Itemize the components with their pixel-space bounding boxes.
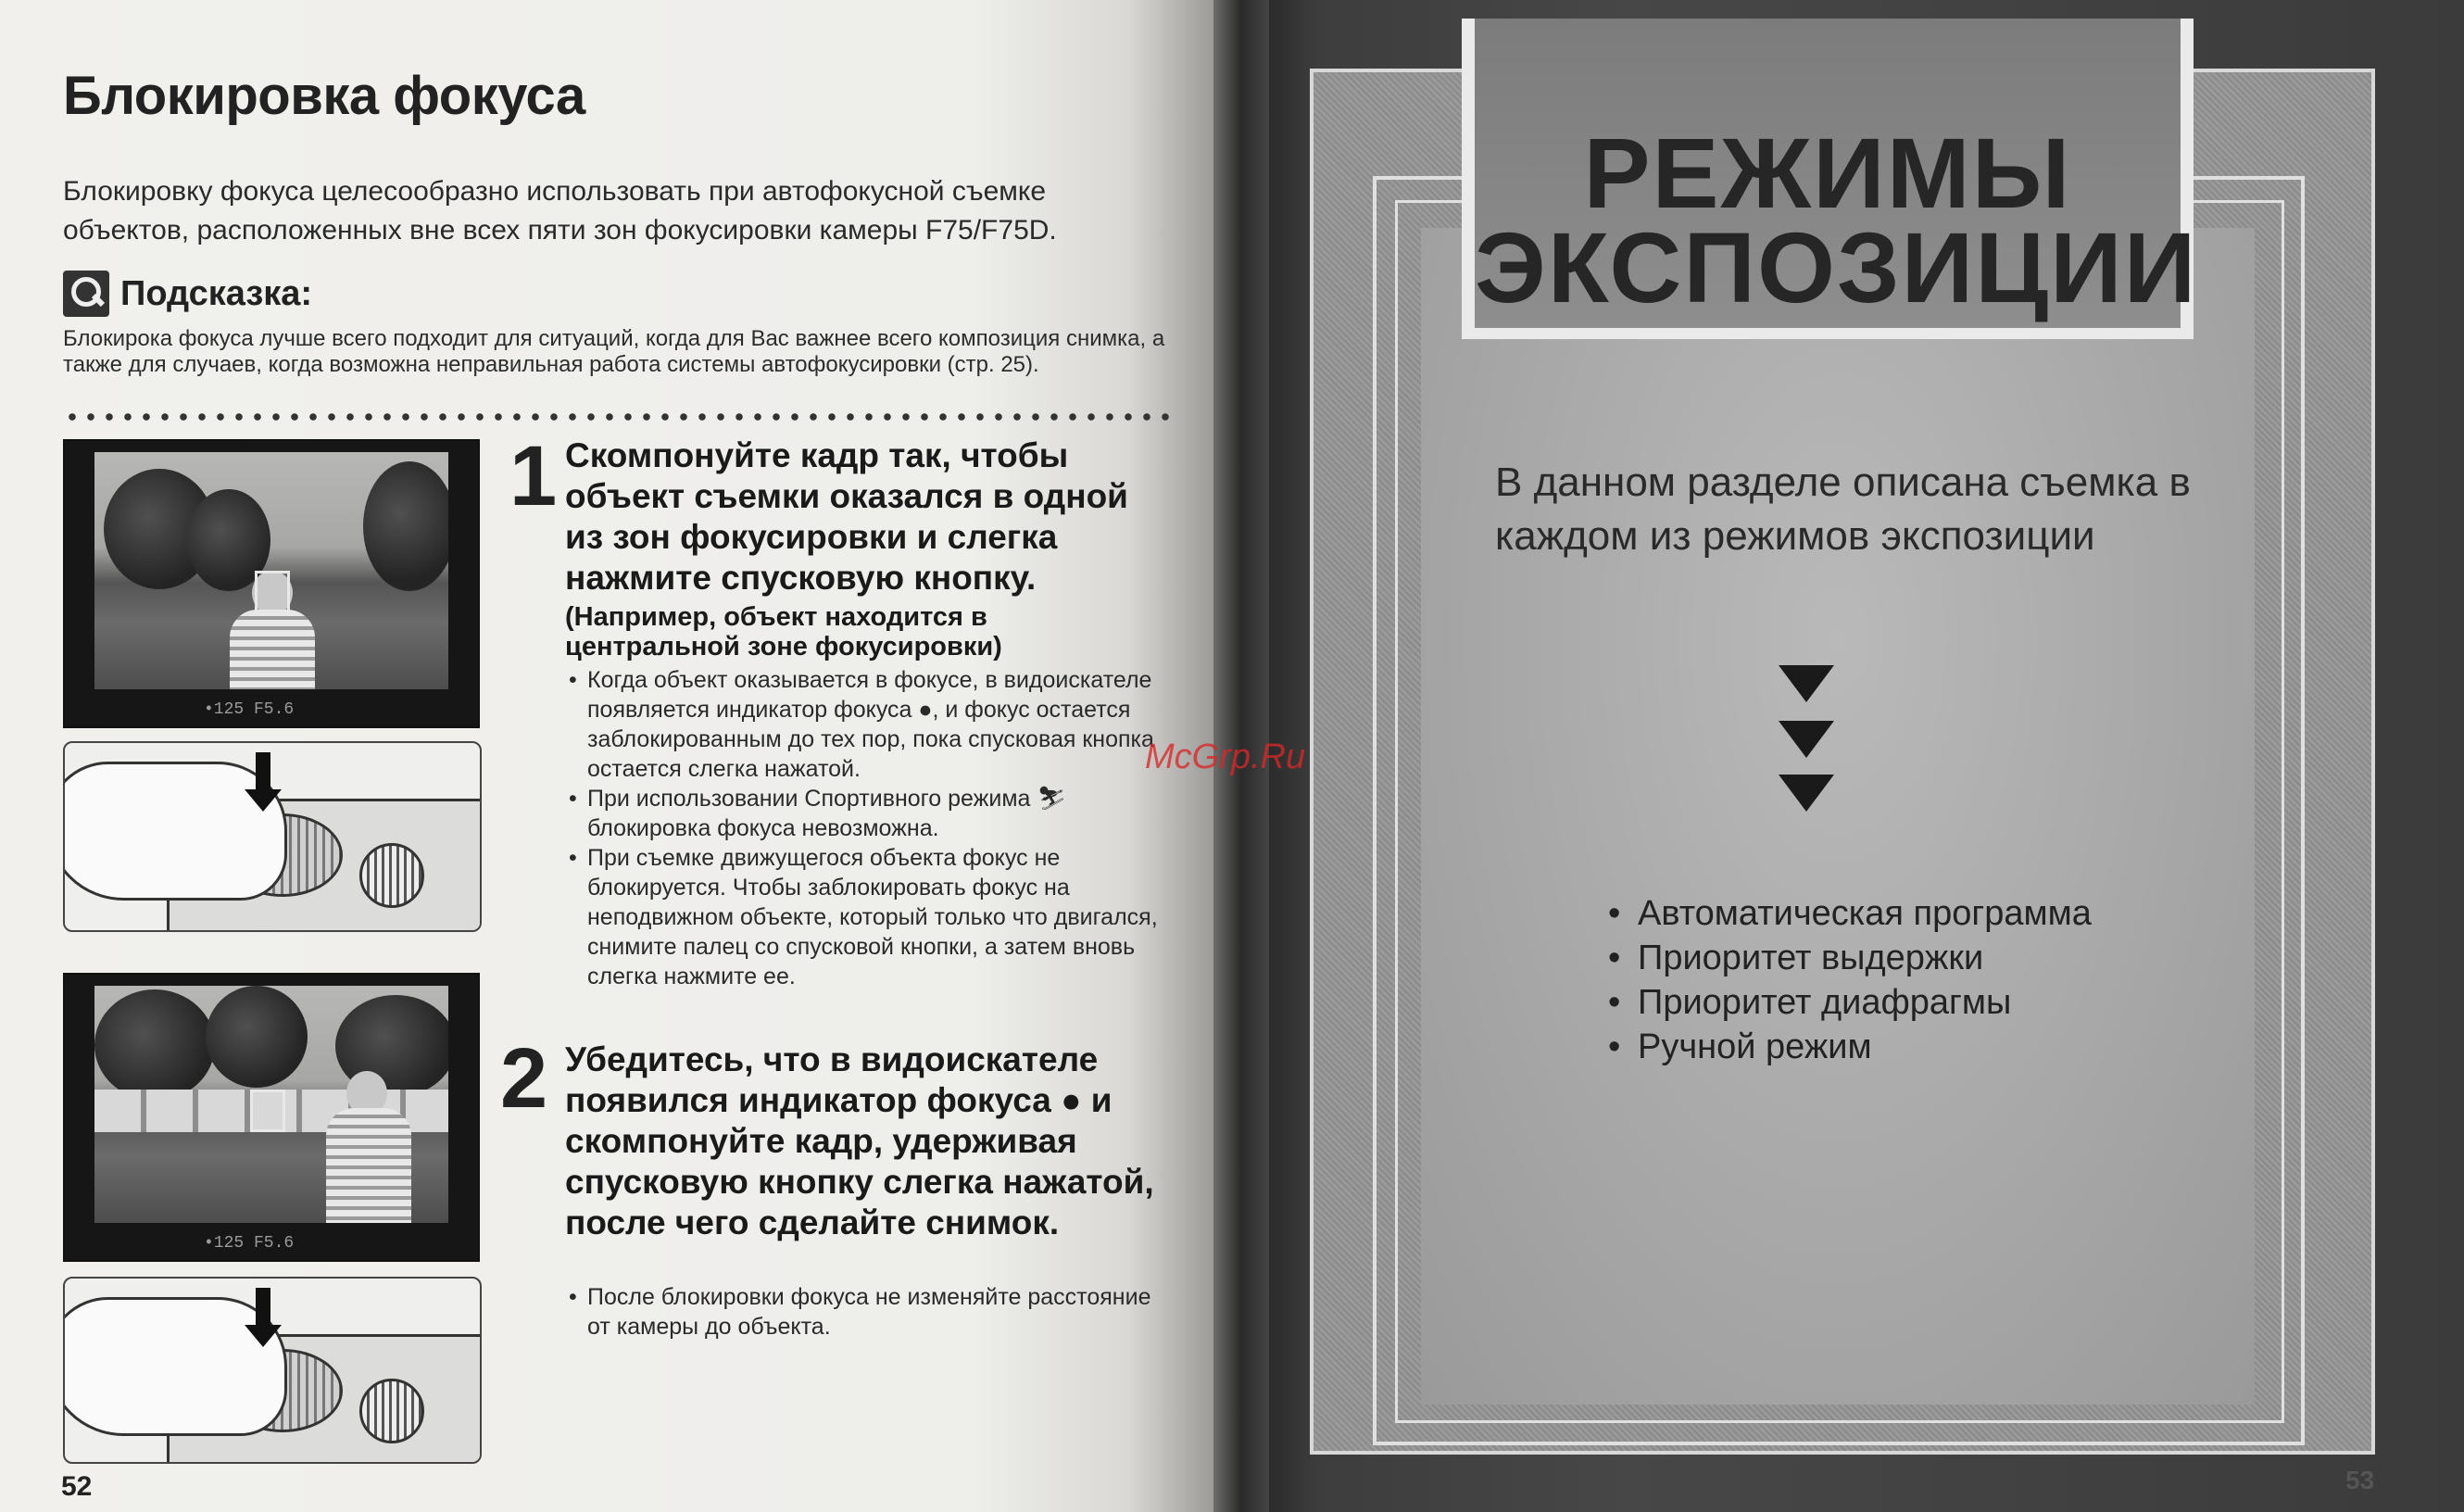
mode-dial <box>359 843 424 908</box>
viewfinder-readout: •125 F5.6 <box>204 1234 295 1253</box>
viewfinder-photo-2 <box>63 973 480 1262</box>
mode-item: • Ручной режим <box>1604 1025 2092 1069</box>
mode-item: • Автоматическая программа <box>1604 891 2092 936</box>
tree-shape <box>363 461 448 591</box>
viewfinder-readout: •125 F5.6 <box>204 700 295 719</box>
press-arrow-icon <box>256 1288 270 1329</box>
hint-heading <box>63 271 1184 317</box>
step-bullet-list <box>567 665 1160 991</box>
page-number: 52 <box>61 1471 93 1502</box>
step-number: 2 <box>500 1031 548 1126</box>
hint-text: Блокирока фокуса лучше всего подходит для ситуаций, когда для Вас важнее всего композиция снимка, а также для случаев, когда возможна неправильная работа системы автофокусировки (стр. 25). <box>63 326 1165 377</box>
bullet-item: • При съемке движущегося объекта фокус не блокируется. Чтобы заблокировать фокус на неподвижном объекте, который только что двигался, снимите палец со спусковой кнопки, а затем вновь слегка нажмите ее. <box>567 843 1160 991</box>
hint-label: Подсказка: <box>120 273 313 313</box>
magnifier-icon <box>63 271 109 317</box>
bullet-item: • После блокировки фокуса не изменяйте расстояние от камеры до объекта. <box>567 1282 1160 1342</box>
inner-panel <box>1421 228 2255 1405</box>
down-arrow-icon <box>1779 665 1834 702</box>
down-arrow-icon <box>1779 721 1834 758</box>
page-number: 53 <box>2345 1466 2375 1494</box>
mode-item: • Приоритет диафрагмы <box>1604 980 2092 1025</box>
shutter-press-illustration-2 <box>63 1277 482 1464</box>
bullet-item: • Когда объект оказывается в фокусе, в видоискателе появляется индикатор фокуса ●, и фокус остается заблокированным до тех пор, пока спусковая кнопка остается слегка нажатой. <box>567 665 1160 784</box>
person-figure <box>230 610 315 689</box>
right-page <box>1269 0 2464 1512</box>
shutter-press-illustration-1 <box>63 741 482 932</box>
step-number: 1 <box>509 429 558 523</box>
hint-block <box>63 271 1184 378</box>
photo-scene <box>94 986 448 1223</box>
viewfinder-photo-1 <box>63 439 480 728</box>
finger-shape <box>63 1297 287 1436</box>
section-title-line-1: РЕЖИМЫ <box>1583 117 2072 229</box>
dotted-divider <box>63 411 1175 422</box>
person-figure <box>326 1108 411 1223</box>
watermark-text: McGrp.Ru <box>1145 737 1306 776</box>
step-heading: Убедитесь, что в видоискателе появился индикатор фокуса ● и скомпонуйте кадр, удерживая спусковую кнопку слегка нажатой, после чего сделайте снимок. <box>565 1040 1154 1241</box>
press-arrow-icon <box>256 752 270 793</box>
focus-zone-frame <box>255 571 290 613</box>
section-title-line-2: ЭКСПОЗИЦИИ <box>1475 211 2198 323</box>
finger-shape <box>63 762 287 901</box>
exposure-mode-list <box>1604 891 2092 1069</box>
tree-shape <box>94 989 215 1101</box>
section-lead: В данном разделе описана съемка в каждом из режимов экспозиции <box>1495 460 2191 559</box>
step-bullet-list <box>567 1282 1160 1342</box>
tree-shape <box>206 986 308 1088</box>
mode-dial <box>359 1379 424 1443</box>
step-heading: Скомпонуйте кадр так, чтобы объект съемки оказался в одной из зон фокусировки и слегка нажмите спусковую кнопку. <box>565 436 1128 597</box>
left-page <box>0 0 1213 1512</box>
title-box-inner <box>1475 19 2198 328</box>
section-title-box <box>1462 19 2198 339</box>
down-arrow-icon <box>1779 775 1834 812</box>
step-subheading: (Например, объект находится в центральной зоне фокусировки) <box>565 602 1002 662</box>
photo-scene <box>94 452 448 689</box>
focus-zone-frame <box>250 1090 285 1132</box>
intro-paragraph: Блокировку фокуса целесообразно использовать при автофокусной съемке объектов, расположенных вне всех пяти зон фокусировки камеры F75/F75D. <box>63 176 1057 246</box>
mode-item: • Приоритет выдержки <box>1604 936 2092 980</box>
bullet-item: • При использовании Спортивного режима ⛷ блокировка фокуса невозможна. <box>567 784 1160 843</box>
page-title: Блокировка фокуса <box>63 66 585 126</box>
